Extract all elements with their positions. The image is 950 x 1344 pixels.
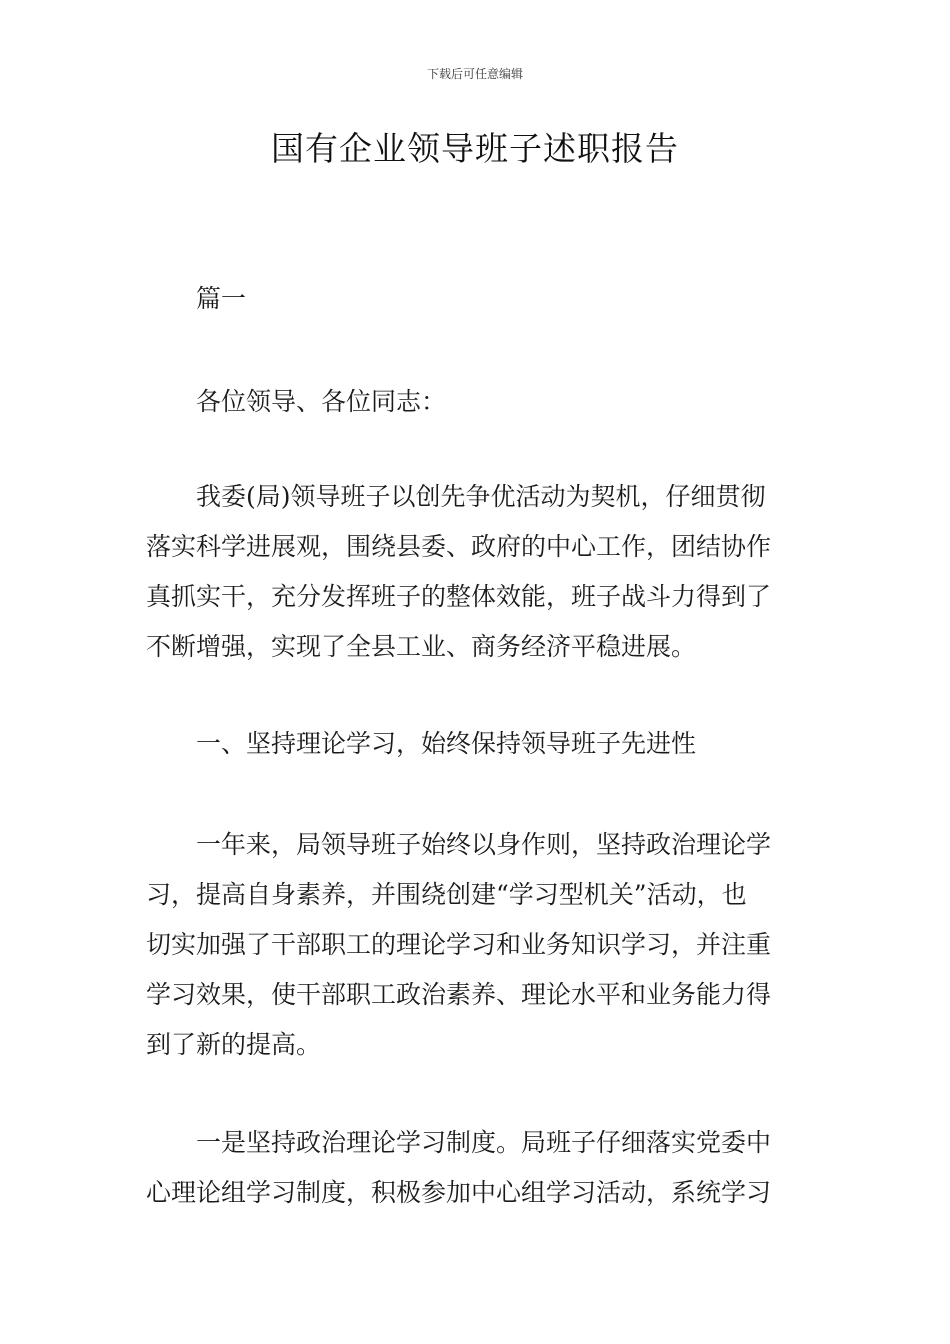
paragraph-line: 一是坚持政治理论学习制度。局班子仔细落实党委中 (196, 1128, 772, 1157)
paragraph-line: 学习效果，使干部职工政治素养、理论水平和业务能力得 (146, 980, 772, 1009)
section-label: 篇一 (196, 284, 247, 313)
section-heading-1: 一、坚持理论学习，始终保持领导班子先进性 (196, 729, 697, 758)
paragraph-line: 心理论组学习制度，积极参加中心组学习活动，系统学习 (146, 1178, 772, 1207)
document-title: 国有企业领导班子述职报告 (271, 129, 679, 168)
paragraph-line: 习，提高自身素养，并围绕创建“学习型机关”活动，也 (146, 880, 747, 909)
paragraph-line: 我委(局)领导班子以创先争优活动为契机，仔细贯彻 (196, 482, 766, 511)
paragraph-line: 落实科学进展观，围绕县委、政府的中心工作，团结协作 (146, 532, 772, 561)
header-note: 下载后可任意编辑 (426, 67, 523, 81)
paragraph-3 (146, 1118, 806, 1218)
paragraph-line: 不断增强，实现了全县工业、商务经济平稳进展。 (146, 632, 697, 661)
paragraph-line: 真抓实干，充分发挥班子的整体效能，班子战斗力得到了 (146, 582, 772, 611)
paragraph-line: 一年来，局领导班子始终以身作则，坚持政治理论学 (196, 830, 772, 859)
paragraph-line: 到了新的提高。 (146, 1030, 322, 1059)
paragraph-2 (146, 820, 806, 1070)
paragraph-line: 切实加强了干部职工的理论学习和业务知识学习，并注重 (146, 930, 772, 959)
salutation: 各位领导、各位同志： (196, 387, 447, 416)
paragraph-1 (146, 472, 806, 672)
